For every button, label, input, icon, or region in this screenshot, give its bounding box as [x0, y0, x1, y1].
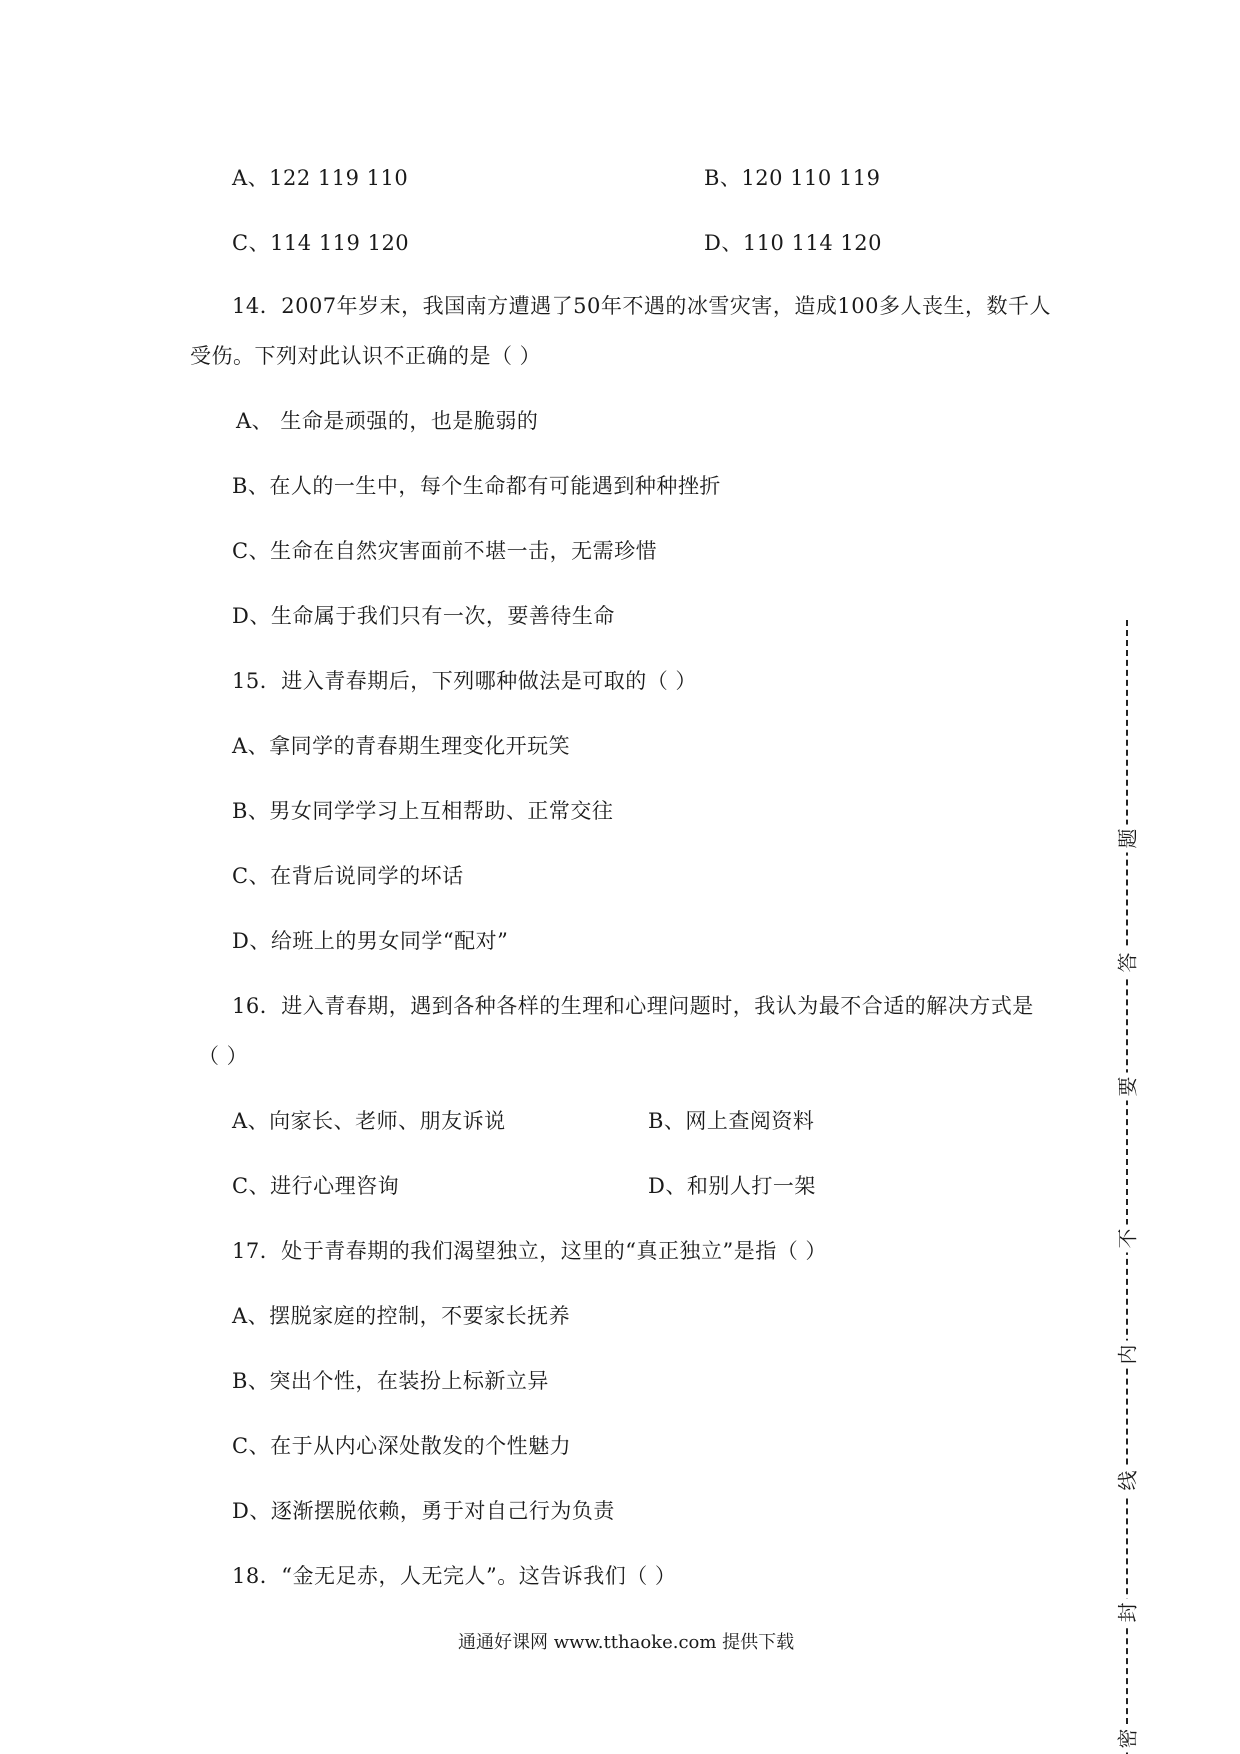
q15-option-c: C、在背后说同学的坏话: [232, 864, 464, 888]
seal-char-da: 答: [1112, 949, 1141, 977]
q16-stem-line2: （ ）: [198, 1044, 249, 1068]
seal-char-bu: 不: [1112, 1225, 1141, 1253]
q16-stem-line1: 16．进入青春期，遇到各种各样的生理和心理问题时，我认为最不合适的解决方式是: [232, 994, 1034, 1018]
q17-stem: 17．处于青春期的我们渴望独立，这里的“真正独立”是指（ ）: [232, 1239, 827, 1263]
q15-stem: 15．进入青春期后，下列哪种做法是可取的（ ）: [232, 669, 697, 693]
seal-char-feng: 封: [1112, 1599, 1141, 1627]
q14-option-a: A、 生命是顽强的，也是脆弱的: [236, 409, 539, 433]
seal-char-ti: 题: [1112, 825, 1141, 853]
q17-option-b: B、突出个性，在装扮上标新立异: [232, 1369, 549, 1393]
q15-option-d: D、给班上的男女同学“配对”: [232, 929, 509, 953]
q17-option-d: D、逐渐摆脱依赖，勇于对自己行为负责: [232, 1499, 615, 1523]
q16-option-a: A、向家长、老师、朋友诉说: [232, 1109, 506, 1133]
q14-option-d: D、生命属于我们只有一次，要善待生命: [232, 604, 615, 628]
q15-option-b: B、男女同学学习上互相帮助、正常交往: [232, 799, 614, 823]
q14-stem-line2: 受伤。下列对此认识不正确的是（ ）: [190, 344, 542, 368]
seal-char-xian: 线: [1112, 1467, 1141, 1495]
seal-char-yao: 要: [1112, 1073, 1141, 1101]
q16-option-b: B、网上查阅资料: [648, 1109, 815, 1133]
q16-option-c: C、进行心理咨询: [232, 1174, 400, 1198]
q13-option-d: D、110 114 120: [704, 231, 882, 255]
q17-option-a: A、摆脱家庭的控制，不要家长抚养: [232, 1304, 571, 1328]
q14-option-b: B、在人的一生中，每个生命都有可能遇到种种挫折: [232, 474, 721, 498]
q15-option-a: A、拿同学的青春期生理变化开玩笑: [232, 734, 571, 758]
q17-option-c: C、在于从内心深处散发的个性魅力: [232, 1434, 572, 1458]
q14-stem-line1: 14．2007年岁末，我国南方遭遇了50年不遇的冰雪灾害，造成100多人丧生，数千人: [232, 294, 1051, 318]
q13-option-b: B、120 110 119: [704, 166, 881, 190]
page-footer: 通通好课网 www.tthaoke.com 提供下载: [458, 1632, 795, 1653]
seal-dashed-line: [1126, 620, 1128, 1754]
q13-option-a: A、122 119 110: [232, 166, 409, 190]
q16-option-d: D、和别人打一架: [648, 1174, 816, 1198]
seal-char-nei: 内: [1112, 1341, 1141, 1369]
q14-option-c: C、生命在自然灾害面前不堪一击，无需珍惜: [232, 539, 658, 563]
q13-option-c: C、114 119 120: [232, 231, 410, 255]
q18-stem: 18．“金无足赤，人无完人”。这告诉我们（ ）: [232, 1564, 677, 1588]
seal-char-mi: 密: [1112, 1725, 1141, 1753]
